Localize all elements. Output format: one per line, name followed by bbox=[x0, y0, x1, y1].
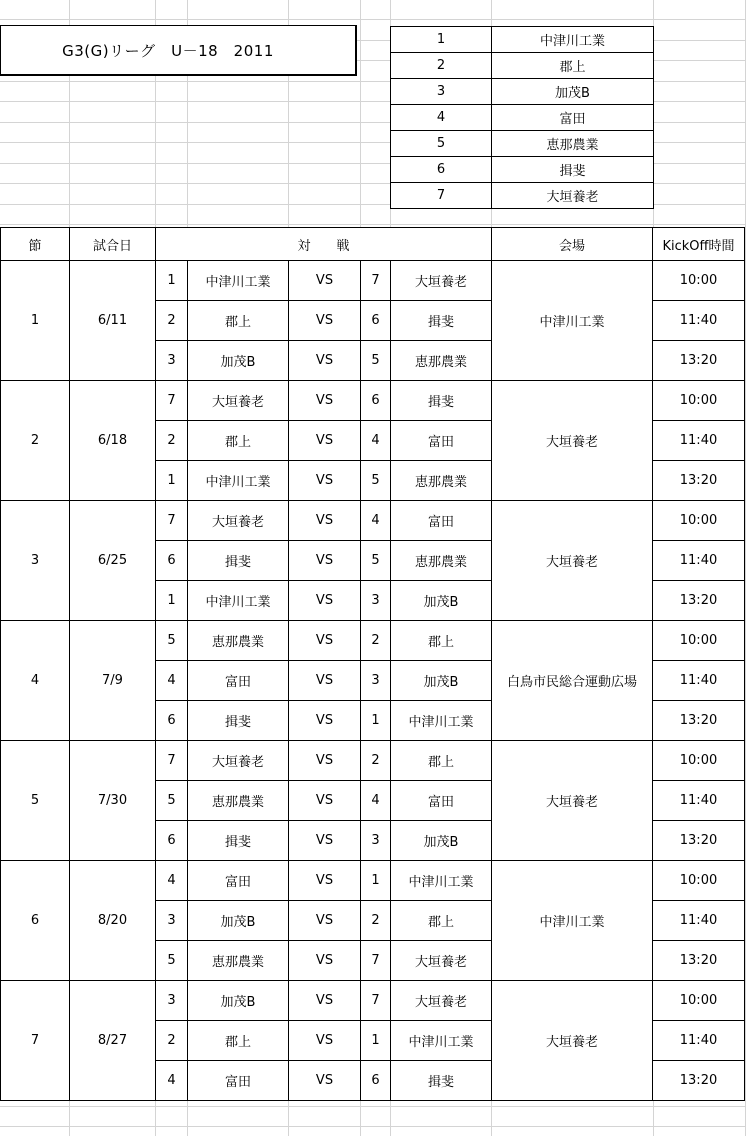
away-team: 中津川工業 bbox=[391, 701, 492, 741]
home-team: 揖斐 bbox=[188, 701, 289, 741]
away-team-number: 1 bbox=[361, 1021, 391, 1061]
header-match: 対 戦 bbox=[156, 228, 492, 261]
versus-label: VS bbox=[289, 981, 361, 1021]
away-team-number: 2 bbox=[361, 741, 391, 781]
team-name: 郡上 bbox=[492, 53, 654, 79]
away-team: 恵那農業 bbox=[391, 541, 492, 581]
kickoff-time: 13:20 bbox=[653, 341, 745, 381]
home-team-number: 3 bbox=[156, 981, 188, 1021]
team-row bbox=[391, 183, 654, 209]
kickoff-time: 11:40 bbox=[653, 901, 745, 941]
kickoff-time: 13:20 bbox=[653, 581, 745, 621]
header-kickoff: KickOff時間 bbox=[653, 228, 745, 261]
kickoff-time: 10:00 bbox=[653, 981, 745, 1021]
home-team: 郡上 bbox=[188, 301, 289, 341]
header-round: 節 bbox=[1, 228, 70, 261]
away-team: 郡上 bbox=[391, 901, 492, 941]
round-number: 6 bbox=[1, 861, 70, 981]
kickoff-time: 11:40 bbox=[653, 421, 745, 461]
versus-label: VS bbox=[289, 741, 361, 781]
home-team: 加茂B bbox=[188, 341, 289, 381]
match-date: 8/20 bbox=[70, 861, 156, 981]
away-team-number: 3 bbox=[361, 581, 391, 621]
header-date: 試合日 bbox=[70, 228, 156, 261]
versus-label: VS bbox=[289, 661, 361, 701]
header-venue: 会場 bbox=[492, 228, 653, 261]
team-row bbox=[391, 27, 654, 53]
away-team: 加茂B bbox=[391, 661, 492, 701]
kickoff-time: 13:20 bbox=[653, 461, 745, 501]
versus-label: VS bbox=[289, 421, 361, 461]
round-number: 1 bbox=[1, 261, 70, 381]
kickoff-time: 10:00 bbox=[653, 621, 745, 661]
kickoff-time: 10:00 bbox=[653, 261, 745, 301]
versus-label: VS bbox=[289, 701, 361, 741]
team-name: 恵那農業 bbox=[492, 131, 654, 157]
away-team: 郡上 bbox=[391, 621, 492, 661]
team-number: 4 bbox=[391, 105, 492, 131]
team-name: 大垣養老 bbox=[492, 183, 654, 209]
venue: 白鳥市民総合運動広場 bbox=[492, 621, 653, 741]
home-team-number: 6 bbox=[156, 541, 188, 581]
away-team-number: 4 bbox=[361, 781, 391, 821]
home-team: 郡上 bbox=[188, 421, 289, 461]
team-row bbox=[391, 79, 654, 105]
home-team-number: 1 bbox=[156, 461, 188, 501]
home-team-number: 7 bbox=[156, 741, 188, 781]
home-team-number: 2 bbox=[156, 421, 188, 461]
kickoff-time: 11:40 bbox=[653, 301, 745, 341]
home-team-number: 3 bbox=[156, 901, 188, 941]
away-team-number: 4 bbox=[361, 421, 391, 461]
team-row bbox=[391, 53, 654, 79]
team-name: 富田 bbox=[492, 105, 654, 131]
home-team-number: 7 bbox=[156, 501, 188, 541]
home-team: 中津川工業 bbox=[188, 461, 289, 501]
away-team-number: 1 bbox=[361, 861, 391, 901]
home-team: 加茂B bbox=[188, 901, 289, 941]
away-team: 揖斐 bbox=[391, 1061, 492, 1101]
away-team: 大垣養老 bbox=[391, 261, 492, 301]
away-team-number: 6 bbox=[361, 301, 391, 341]
team-number: 1 bbox=[391, 27, 492, 53]
team-name: 中津川工業 bbox=[492, 27, 654, 53]
versus-label: VS bbox=[289, 781, 361, 821]
match-date: 7/9 bbox=[70, 621, 156, 741]
home-team: 富田 bbox=[188, 1061, 289, 1101]
versus-label: VS bbox=[289, 1061, 361, 1101]
home-team-number: 4 bbox=[156, 1061, 188, 1101]
kickoff-time: 10:00 bbox=[653, 501, 745, 541]
home-team: 大垣養老 bbox=[188, 741, 289, 781]
match-row bbox=[1, 501, 745, 541]
away-team: 加茂B bbox=[391, 581, 492, 621]
away-team-number: 3 bbox=[361, 661, 391, 701]
home-team-number: 5 bbox=[156, 941, 188, 981]
match-date: 6/11 bbox=[70, 261, 156, 381]
versus-label: VS bbox=[289, 261, 361, 301]
sheet-title: G3(G)リーグ U－18 2011 bbox=[0, 25, 357, 76]
away-team: 大垣養老 bbox=[391, 981, 492, 1021]
away-team-number: 7 bbox=[361, 941, 391, 981]
schedule-table bbox=[0, 227, 745, 1101]
away-team-number: 2 bbox=[361, 621, 391, 661]
round-number: 4 bbox=[1, 621, 70, 741]
kickoff-time: 10:00 bbox=[653, 381, 745, 421]
versus-label: VS bbox=[289, 501, 361, 541]
team-list-table bbox=[390, 26, 654, 209]
away-team-number: 7 bbox=[361, 981, 391, 1021]
home-team: 揖斐 bbox=[188, 821, 289, 861]
team-name: 加茂B bbox=[492, 79, 654, 105]
kickoff-time: 13:20 bbox=[653, 941, 745, 981]
match-row bbox=[1, 861, 745, 901]
team-row bbox=[391, 131, 654, 157]
venue: 大垣養老 bbox=[492, 501, 653, 621]
kickoff-time: 10:00 bbox=[653, 861, 745, 901]
home-team-number: 4 bbox=[156, 861, 188, 901]
away-team-number: 5 bbox=[361, 541, 391, 581]
away-team: 富田 bbox=[391, 501, 492, 541]
home-team-number: 4 bbox=[156, 661, 188, 701]
match-row bbox=[1, 981, 745, 1021]
home-team: 郡上 bbox=[188, 1021, 289, 1061]
versus-label: VS bbox=[289, 301, 361, 341]
venue: 大垣養老 bbox=[492, 981, 653, 1101]
away-team: 富田 bbox=[391, 781, 492, 821]
away-team-number: 2 bbox=[361, 901, 391, 941]
kickoff-time: 11:40 bbox=[653, 541, 745, 581]
team-number: 3 bbox=[391, 79, 492, 105]
match-date: 6/25 bbox=[70, 501, 156, 621]
home-team-number: 6 bbox=[156, 821, 188, 861]
versus-label: VS bbox=[289, 381, 361, 421]
home-team-number: 3 bbox=[156, 341, 188, 381]
match-date: 6/18 bbox=[70, 381, 156, 501]
venue: 中津川工業 bbox=[492, 261, 653, 381]
match-row bbox=[1, 621, 745, 661]
versus-label: VS bbox=[289, 541, 361, 581]
round-number: 7 bbox=[1, 981, 70, 1101]
round-number: 3 bbox=[1, 501, 70, 621]
match-date: 7/30 bbox=[70, 741, 156, 861]
home-team-number: 7 bbox=[156, 381, 188, 421]
team-row bbox=[391, 105, 654, 131]
round-number: 2 bbox=[1, 381, 70, 501]
home-team: 中津川工業 bbox=[188, 581, 289, 621]
away-team: 大垣養老 bbox=[391, 941, 492, 981]
venue: 中津川工業 bbox=[492, 861, 653, 981]
match-date: 8/27 bbox=[70, 981, 156, 1101]
away-team-number: 5 bbox=[361, 461, 391, 501]
schedule-header-row bbox=[1, 228, 745, 261]
team-number: 7 bbox=[391, 183, 492, 209]
team-name: 揖斐 bbox=[492, 157, 654, 183]
away-team: 恵那農業 bbox=[391, 341, 492, 381]
match-row bbox=[1, 261, 745, 301]
team-number: 6 bbox=[391, 157, 492, 183]
away-team-number: 1 bbox=[361, 701, 391, 741]
kickoff-time: 13:20 bbox=[653, 1061, 745, 1101]
home-team: 恵那農業 bbox=[188, 621, 289, 661]
home-team: 加茂B bbox=[188, 981, 289, 1021]
versus-label: VS bbox=[289, 621, 361, 661]
versus-label: VS bbox=[289, 581, 361, 621]
away-team-number: 6 bbox=[361, 1061, 391, 1101]
home-team-number: 5 bbox=[156, 781, 188, 821]
away-team: 富田 bbox=[391, 421, 492, 461]
kickoff-time: 11:40 bbox=[653, 1021, 745, 1061]
home-team-number: 1 bbox=[156, 581, 188, 621]
kickoff-time: 11:40 bbox=[653, 661, 745, 701]
versus-label: VS bbox=[289, 1021, 361, 1061]
home-team-number: 2 bbox=[156, 301, 188, 341]
away-team: 揖斐 bbox=[391, 301, 492, 341]
away-team-number: 6 bbox=[361, 381, 391, 421]
away-team: 中津川工業 bbox=[391, 861, 492, 901]
versus-label: VS bbox=[289, 341, 361, 381]
home-team-number: 6 bbox=[156, 701, 188, 741]
kickoff-time: 10:00 bbox=[653, 741, 745, 781]
venue: 大垣養老 bbox=[492, 741, 653, 861]
versus-label: VS bbox=[289, 461, 361, 501]
match-row bbox=[1, 741, 745, 781]
home-team: 富田 bbox=[188, 661, 289, 701]
home-team: 富田 bbox=[188, 861, 289, 901]
away-team-number: 5 bbox=[361, 341, 391, 381]
kickoff-time: 13:20 bbox=[653, 821, 745, 861]
versus-label: VS bbox=[289, 941, 361, 981]
home-team-number: 5 bbox=[156, 621, 188, 661]
versus-label: VS bbox=[289, 861, 361, 901]
versus-label: VS bbox=[289, 901, 361, 941]
team-number: 2 bbox=[391, 53, 492, 79]
home-team: 中津川工業 bbox=[188, 261, 289, 301]
away-team: 加茂B bbox=[391, 821, 492, 861]
home-team: 大垣養老 bbox=[188, 501, 289, 541]
kickoff-time: 11:40 bbox=[653, 781, 745, 821]
team-number: 5 bbox=[391, 131, 492, 157]
away-team: 中津川工業 bbox=[391, 1021, 492, 1061]
away-team: 揖斐 bbox=[391, 381, 492, 421]
home-team-number: 1 bbox=[156, 261, 188, 301]
round-number: 5 bbox=[1, 741, 70, 861]
away-team-number: 3 bbox=[361, 821, 391, 861]
kickoff-time: 13:20 bbox=[653, 701, 745, 741]
away-team-number: 4 bbox=[361, 501, 391, 541]
home-team: 揖斐 bbox=[188, 541, 289, 581]
home-team: 恵那農業 bbox=[188, 941, 289, 981]
home-team: 大垣養老 bbox=[188, 381, 289, 421]
versus-label: VS bbox=[289, 821, 361, 861]
team-row bbox=[391, 157, 654, 183]
match-row bbox=[1, 381, 745, 421]
away-team: 恵那農業 bbox=[391, 461, 492, 501]
away-team-number: 7 bbox=[361, 261, 391, 301]
home-team: 恵那農業 bbox=[188, 781, 289, 821]
home-team-number: 2 bbox=[156, 1021, 188, 1061]
venue: 大垣養老 bbox=[492, 381, 653, 501]
away-team: 郡上 bbox=[391, 741, 492, 781]
